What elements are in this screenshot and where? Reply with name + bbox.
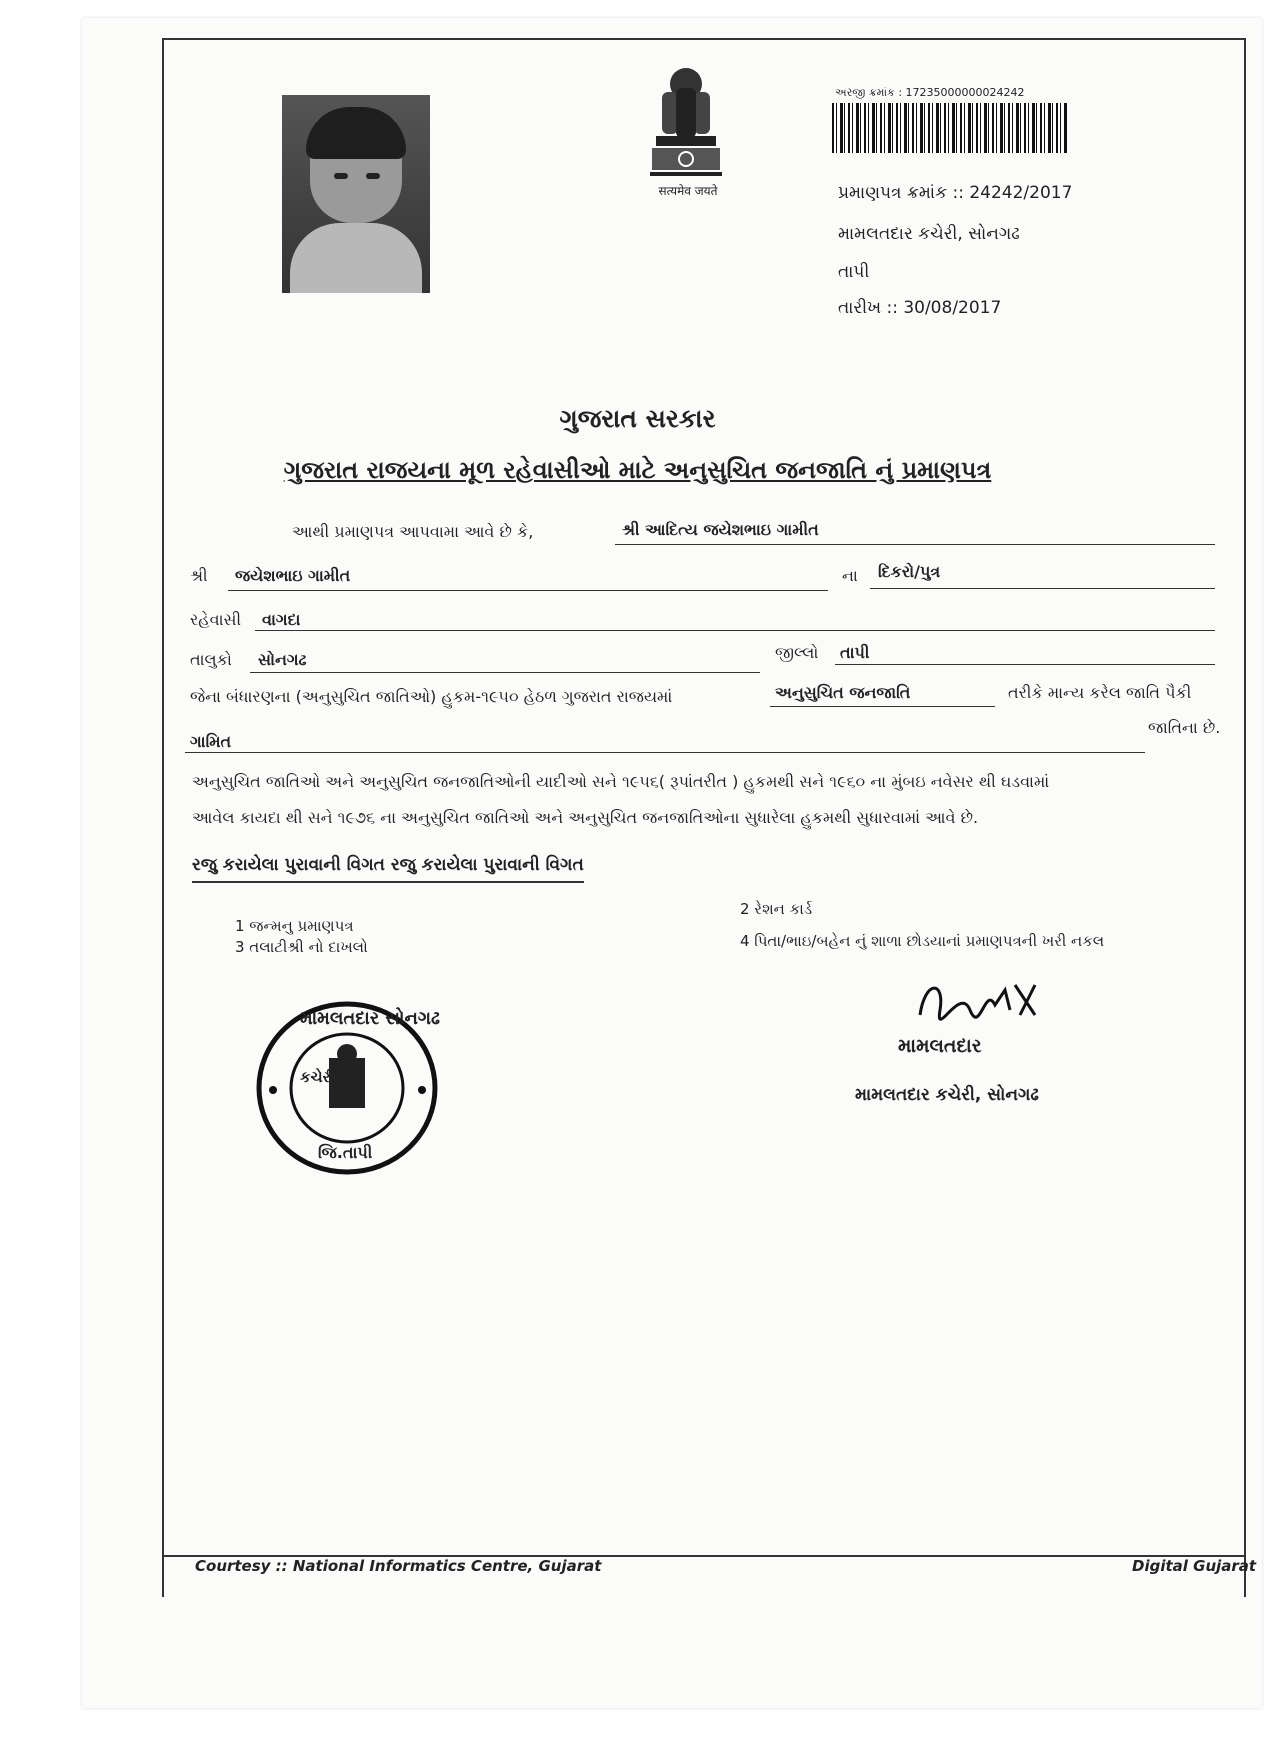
intro-label: આથી પ્રમાણપત્ર આપવામા આવે છે કે, (292, 522, 534, 541)
caste-suffix: જાતિના છે. (1148, 718, 1221, 737)
issue-date: તારીખ :: 30/08/2017 (838, 298, 1002, 318)
evidence-item: 1 જન્મનુ પ્રમાણપત્ર (235, 917, 354, 935)
order-text: જેના બંધારણના (અનુસુચિત જાતિઓ) હુકમ-૧૯૫૦ હેઠળ ગુજરાત રાજયમાં (190, 687, 673, 706)
certificate-title: ગુજરાત રાજયના મૂળ રહેવાસીઓ માટે અનુસુચિત જનજાતિ નું પ્રમાણપત્ર (283, 456, 992, 484)
handwritten-signature (915, 975, 1045, 1035)
seal-top-text: મામલતદાર સોનગઢ (300, 1008, 440, 1029)
applicant-photo (282, 95, 430, 293)
evidence-item: 4 પિતા/ભાઇ/બહેન નું શાળા છોડયાનાં પ્રમાણપત્રની ખરી નકલ (740, 932, 1105, 950)
caste-value: ગામિત (190, 732, 232, 751)
evidence-item: 2 રેશન કાર્ડ (740, 900, 813, 918)
resident-value: વાગદા (262, 610, 301, 629)
signatory-office: મામલતદાર કચેરી, સોનગઢ (855, 1085, 1039, 1105)
barcode (832, 103, 1067, 153)
application-number: અરજી ક્રમાંક : 17235000000024242 (835, 86, 1025, 99)
father-name: જયેશભાઇ ગામીત (235, 566, 351, 585)
evidence-heading: રજુ કરાયેલા પુરાવાની વિગત રજુ કરાયેલા પુરાવાની વિગત (192, 855, 584, 883)
legal-paragraph-line-2: આવેલ કાયદા થી સને ૧૯૭૬ ના અનુસુચિત જાતિઓ અને અનુસુચિત જનજાતિઓના સુધારેલા હુકમથી સુધારવામાં આવે છે. (192, 808, 979, 827)
district: તાપી (838, 262, 870, 282)
district-label: જીલ્લો (775, 643, 819, 662)
footer-brand: Digital Gujarat (1132, 1557, 1257, 1575)
emblem-motto: सत्यमेव जयते (658, 184, 718, 198)
footer-courtesy: Courtesy :: National Informatics Centre, Gujarat (195, 1557, 602, 1575)
district-value: તાપી (840, 643, 870, 662)
category-value: અનુસુચિત જનજાતિ (775, 683, 911, 702)
seal-middle-text: કચેરી (300, 1068, 335, 1086)
relation-prefix: ના (842, 566, 858, 585)
resident-label: રહેવાસી (190, 610, 242, 629)
evidence-item: 3 તલાટીશ્રી નો દાખલો (235, 938, 368, 956)
government-title: ગુજરાત સરકાર (559, 404, 716, 433)
issuing-office: મામલતદાર કચેરી, સોનગઢ (838, 224, 1020, 244)
taluka-label: તાલુકો (190, 650, 232, 669)
certificate-number: પ્રમાણપત્ર ક્રમાંક :: 24242/2017 (838, 183, 1073, 203)
national-emblem-icon (640, 62, 732, 190)
legal-paragraph-line-1: અનુસુચિત જાતિઓ અને અનુસુચિત જનજાતિઓની યાદીઓ સને ૧૯૫૬( રૂપાંતરીત ) હુકમથી સને ૧૯૬૦ ના મુંબઇ નવેસર થી ઘડવામાં (192, 772, 1050, 791)
seal-bottom-text: જિ.તાપી (318, 1143, 373, 1162)
taluka-value: સોનગઢ (258, 650, 307, 669)
relation: દિકરો/પુત્ર (878, 562, 941, 581)
signatory-designation: મામલતદાર (898, 1035, 982, 1057)
applicant-name: શ્રી આદિત્ય જયેશભાઇ ગામીત (622, 520, 819, 539)
recognized-text: તરીકે માન્ય કરેલ જાતિ પૈકી (1008, 683, 1192, 702)
shri-label: શ્રી (190, 566, 208, 585)
